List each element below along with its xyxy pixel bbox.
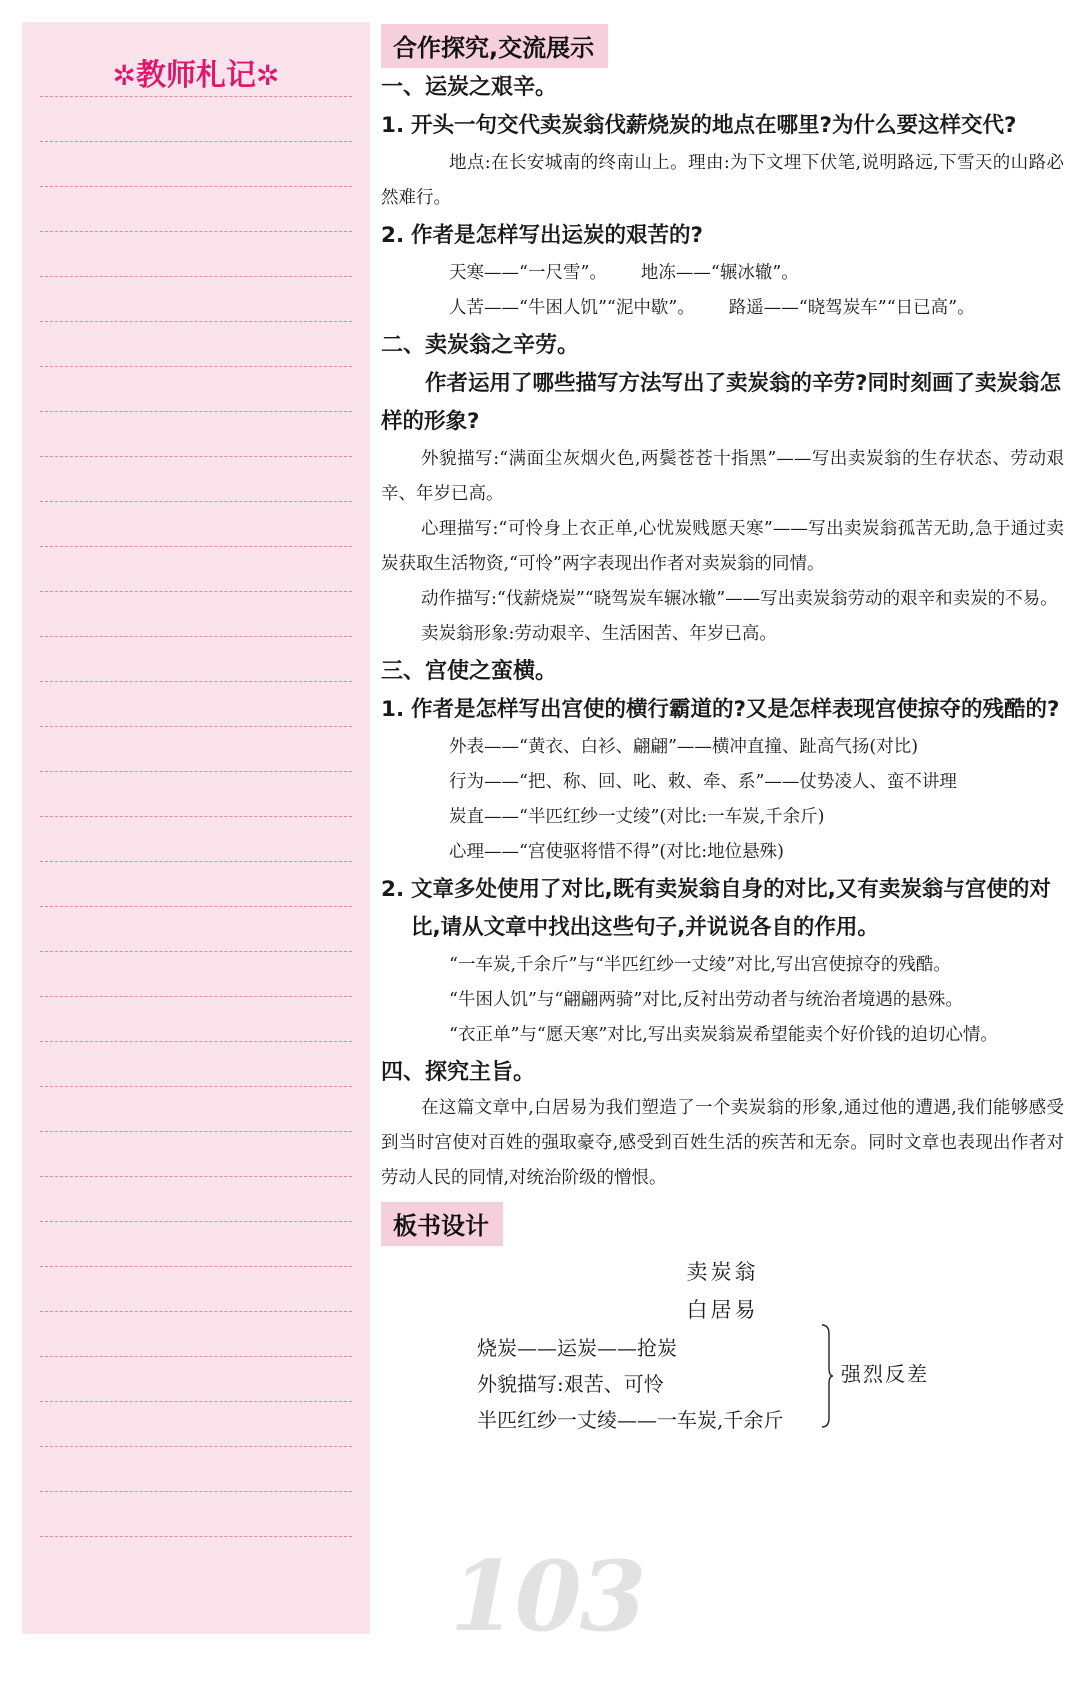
answer: 卖炭翁形象:劳动艰辛、生活困苦、年岁已高。 [421,624,777,644]
question-number: 2. [381,223,405,248]
question-number: 1. [381,113,405,138]
question-text: 作者是怎样写出运炭的艰苦的? [411,223,703,248]
answer: 外貌描写:“满面尘灰烟火色,两鬓苍苍十指黑”——写出卖炭翁的生存状态、劳动艰辛、年岁已高。 [381,449,1064,504]
note-line [40,456,352,457]
flower-icon: ✲ [112,59,136,92]
answer: 心理描写:“可怜身上衣正单,心忧炭贱愿天寒”——写出卖炭翁孤苦无助,急于通过卖炭获取生活物资,“可怜”两字表现出作者对卖炭翁的同情。 [381,519,1064,574]
note-line [40,906,352,907]
question-text: 作者运用了哪些描写方法写出了卖炭翁的辛劳?同时刻画了卖炭翁怎样的形象? [381,371,1061,434]
answer: 天寒——“一尺雪”。 [449,263,607,283]
answer-row [381,256,1064,291]
note-line [40,771,352,772]
page-number: 103 [450,1540,645,1653]
note-line [40,1176,352,1177]
note-line [40,276,352,277]
section-heading-cooperative: 合作探究,交流展示 [381,24,608,68]
note-line [40,816,352,817]
note-line [40,1221,352,1222]
note-line [40,681,352,682]
note-line [40,951,352,952]
question-number: 2. [381,877,405,902]
note-line [40,186,352,187]
note-line [40,1401,352,1402]
right-brace-icon [821,1324,833,1428]
board-design [381,1246,1064,1486]
answer: 炭直——“半匹红纱一丈绫”(对比:一车炭,千余斤) [449,807,825,827]
part2-title: 二、卖炭翁之辛劳。 [381,333,580,358]
part3-title: 三、宫使之蛮横。 [381,659,558,684]
note-line [40,1086,352,1087]
note-line [40,636,352,637]
note-line [40,96,352,97]
note-line [40,1266,352,1267]
answer: 在这篇文章中,白居易为我们塑造了一个卖炭翁的形象,通过他的遭遇,我们能够感受到当时宫使对百姓的强取豪夺,感受到百姓生活的疾苦和无奈。同时文章也表现出作者对劳动人民的同情,对统治阶级的憎恨。 [381,1098,1064,1188]
answer: 地冻——“辗冰辙”。 [640,263,799,283]
board-line: 烧炭——运炭——抢炭 [477,1336,677,1360]
answer: “牛困人饥”与“翩翩两骑”对比,反衬出劳动者与统治者境遇的悬殊。 [449,990,963,1010]
flower-icon: ✲ [256,59,280,92]
answer: “一车炭,千余斤”与“半匹红纱一丈绫”对比,写出宫使掠夺的残酷。 [449,955,951,975]
teacher-notes-panel [22,22,370,1634]
answer: 路遥——“晓驾炭车”“日已高”。 [728,298,975,318]
board-summary: 强烈反差 [841,1362,929,1386]
question [381,871,1064,947]
note-line [40,411,352,412]
note-line [40,1311,352,1312]
note-line [40,1041,352,1042]
board-line: 半匹红纱一丈绫——一车炭,千余斤 [477,1408,784,1432]
main-content [381,24,1064,1486]
note-line [40,1446,352,1447]
answer: 行为——“把、称、回、叱、敕、牵、系”——仗势凌人、蛮不讲理 [449,772,957,792]
note-line [40,861,352,862]
question [381,217,1064,255]
note-line [40,501,352,502]
note-line [40,546,352,547]
board-line: 外貌描写:艰苦、可怜 [477,1372,664,1396]
board-author: 白居易 [686,1298,759,1322]
note-line [40,1491,352,1492]
question [381,691,1064,729]
answer-row [381,291,1064,326]
answer: 人苦——“牛困人饥”“泥中歇”。 [449,298,695,318]
teacher-notes-title [22,50,370,94]
note-line [40,996,352,997]
part1-title: 一、运炭之艰辛。 [381,75,558,100]
note-line [40,231,352,232]
question-text: 文章多处使用了对比,既有卖炭翁自身的对比,又有卖炭翁与宫使的对比,请从文章中找出这些句子,并说说各自的作用。 [411,877,1051,940]
answer: 动作描写:“伐薪烧炭”“晓驾炭车辗冰辙”——写出卖炭翁劳动的艰辛和卖炭的不易。 [421,589,1058,609]
answer: 外表——“黄衣、白衫、翩翩”——横冲直撞、趾高气扬(对比) [449,737,919,757]
teacher-notes-label: 教师札记 [136,58,256,93]
answer: 地点:在长安城南的终南山上。理由:为下文埋下伏笔,说明路远,下雪天的山路必然难行。 [381,153,1064,208]
note-line [40,1536,352,1537]
note-line [40,1131,352,1132]
question-text: 作者是怎样写出宫使的横行霸道的?又是怎样表现宫使掠夺的残酷的? [411,697,1060,722]
section-heading-board: 板书设计 [381,1202,503,1246]
board-title: 卖炭翁 [686,1260,759,1284]
note-line [40,321,352,322]
question-text: 开头一句交代卖炭翁伐薪烧炭的地点在哪里?为什么要这样交代? [411,113,1017,138]
note-line [40,726,352,727]
question-number: 1. [381,697,405,722]
note-line [40,1356,352,1357]
note-line [40,366,352,367]
answer: “衣正单”与“愿天寒”对比,写出卖炭翁炭希望能卖个好价钱的迫切心情。 [449,1025,998,1045]
part4-title: 四、探究主旨。 [381,1060,536,1085]
question [381,107,1064,145]
note-line [40,591,352,592]
answer: 心理——“宫使驱将惜不得”(对比:地位悬殊) [449,842,784,862]
note-line [40,141,352,142]
